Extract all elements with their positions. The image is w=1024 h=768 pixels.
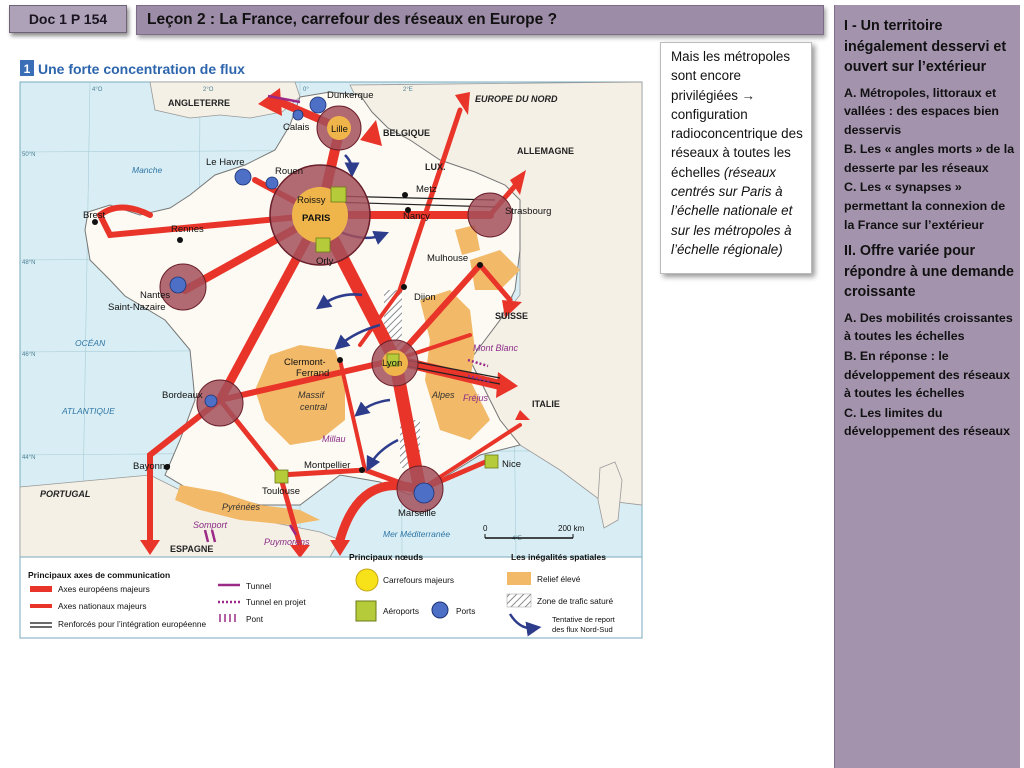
sidebar-outline [834,5,1020,768]
label-mediterranee: Mer Méditerranée [383,529,451,539]
label-lux: LUX. [425,162,446,172]
label-espagne: ESPAGNE [170,544,214,554]
legend-tunnel-project: Tunnel en projet [246,597,306,607]
label-lyon: Lyon [382,358,403,369]
section2-title: II. Offre variée pour répondre à une demande croissante [844,243,1015,301]
legend-nodes-title: Principaux nœuds [349,552,424,562]
section2-item-c: C. Les limites du développement des réseaux [844,405,1010,439]
label-somport: Somport [193,520,228,530]
section1-title: I - Un territoire inégalement desservi et ouvert sur l’extérieur [844,18,1007,75]
label-massif: Massif [298,390,325,400]
legend-ineq-title: Les inégalités spatiales [511,552,606,562]
legend-tunnel: Tunnel [246,581,272,591]
label-brest: Brest [83,210,106,221]
label-metz: Metz [416,184,437,195]
label-central: central [300,402,328,412]
label-bayonne: Bayonne [133,461,171,472]
section2-item-a: A. Des mobilités croissantes à toutes les échelles [844,310,1013,344]
label-belgique: BELGIQUE [383,128,431,138]
label-le-havre: Le Havre [206,157,245,168]
label-manche: Manche [132,165,163,175]
label-nancy: Nancy [403,211,430,222]
legend-relief: Relief élevé [537,574,581,584]
label-bordeaux: Bordeaux [162,390,203,401]
label-mont-blanc: Mont Blanc [473,343,519,353]
legend-nodes-ports: Ports [456,606,476,616]
label-allemagne: ALLEMAGNE [517,146,574,156]
legend-axes-integration: Renforcés pour l’intégration européenne [58,619,207,629]
label-roissy: Roissy [297,195,326,206]
label-angleterre: ANGLETERRE [168,98,231,108]
map-title: Une forte concentration de flux [38,61,245,77]
label-puymorens: Puymorens [264,537,310,547]
scale-zero: 0 [483,524,488,533]
svg-text:4°E: 4°E [512,536,522,542]
label-alpes: Alpes [432,390,455,400]
label-strasbourg: Strasbourg [505,206,552,217]
section1-item-b: B. Les « angles morts » de la desserte par les réseaux [844,142,1015,175]
france-network-map [16,53,644,640]
svg-text:4°O: 4°O [92,87,103,93]
text-part1: Mais les métropoles sont encore privilégiées [671,49,791,103]
svg-text:2°E: 2°E [403,87,413,93]
legend-nodes-airports: Aéroports [383,606,419,616]
label-italie: ITALIE [532,399,560,409]
label-mulhouse: Mulhouse [427,253,469,264]
label-ferrand: Ferrand [296,368,330,379]
label-nantes: Nantes [140,290,171,301]
legend-axes-european: Axes européens majeurs [58,584,150,594]
text-part3: (réseaux centrés sur Paris à l’échelle nationale et sur les métropoles à l’échelle régionale) [671,164,793,257]
label-ocean: OCÉAN [75,338,106,348]
legend-nodes-hubs: Carrefours majeurs [383,575,455,585]
label-pyrenees: Pyrénées [222,502,261,512]
svg-text:50°N: 50°N [22,152,36,158]
label-suisse: SUISSE [495,311,529,321]
arrow-icon: → [741,87,756,103]
label-rennes: Rennes [171,224,204,235]
corsica [598,462,622,528]
label-marseille: Marseille [398,508,437,519]
svg-text:44°N: 44°N [22,455,36,461]
scale-end: 200 km [558,524,585,533]
label-rouen: Rouen [275,166,303,177]
label-nice: Nice [502,459,522,470]
label-dijon: Dijon [414,292,436,303]
map-number: 1 [23,62,31,76]
label-paris: PARIS [302,213,331,224]
label-montpellier: Montpellier [304,460,351,471]
svg-text:2°O: 2°O [203,87,214,93]
legend-diversion: Tentative de report des flux Nord-Sud [552,615,615,634]
legend-saturated: Zone de trafic saturé [537,596,614,606]
label-frejus: Fréjus [463,393,489,403]
svg-text:46°N: 46°N [22,352,36,358]
label-portugal: PORTUGAL [40,489,91,499]
svg-text:0°: 0° [303,87,309,93]
label-dunkerque: Dunkerque [327,90,374,101]
text-box [660,42,812,274]
label-europe-du-nord: EUROPE DU NORD [475,94,558,104]
label-calais: Calais [283,122,310,133]
label-millau: Millau [322,434,346,444]
label-atlantique: ATLANTIQUE [62,406,115,416]
svg-text:48°N: 48°N [22,260,36,266]
legend-axes-title: Principaux axes de communication [28,570,171,580]
label-lille: Lille [331,124,348,135]
text-part2: configuration radioconcentrique des réseaux à toutes les échelles [671,106,803,180]
legend-bridge: Pont [246,614,264,624]
section2-item-b: B. En réponse : le développement des réseaux à toutes les échelles [844,348,1010,401]
section1-item-c: C. Les « synapses » permettant la connexion de la France sur l’extérieur [844,180,1006,232]
doc-label: Doc 1 P 154 [9,5,127,33]
label-toulouse: Toulouse [262,486,301,497]
label-clermont: Clermont- [284,357,326,368]
hub-bordeaux [197,380,243,426]
label-saint-nazaire: Saint-Nazaire [108,302,166,313]
lesson-title: Leçon 2 : La France, carrefour des réseaux en Europe ? [136,5,824,35]
label-orly: Orly [316,256,334,267]
section1-item-a: A. Métropoles, littoraux et vallées : des espaces bien desservis [844,85,999,137]
legend-axes-national: Axes nationaux majeurs [58,601,147,611]
